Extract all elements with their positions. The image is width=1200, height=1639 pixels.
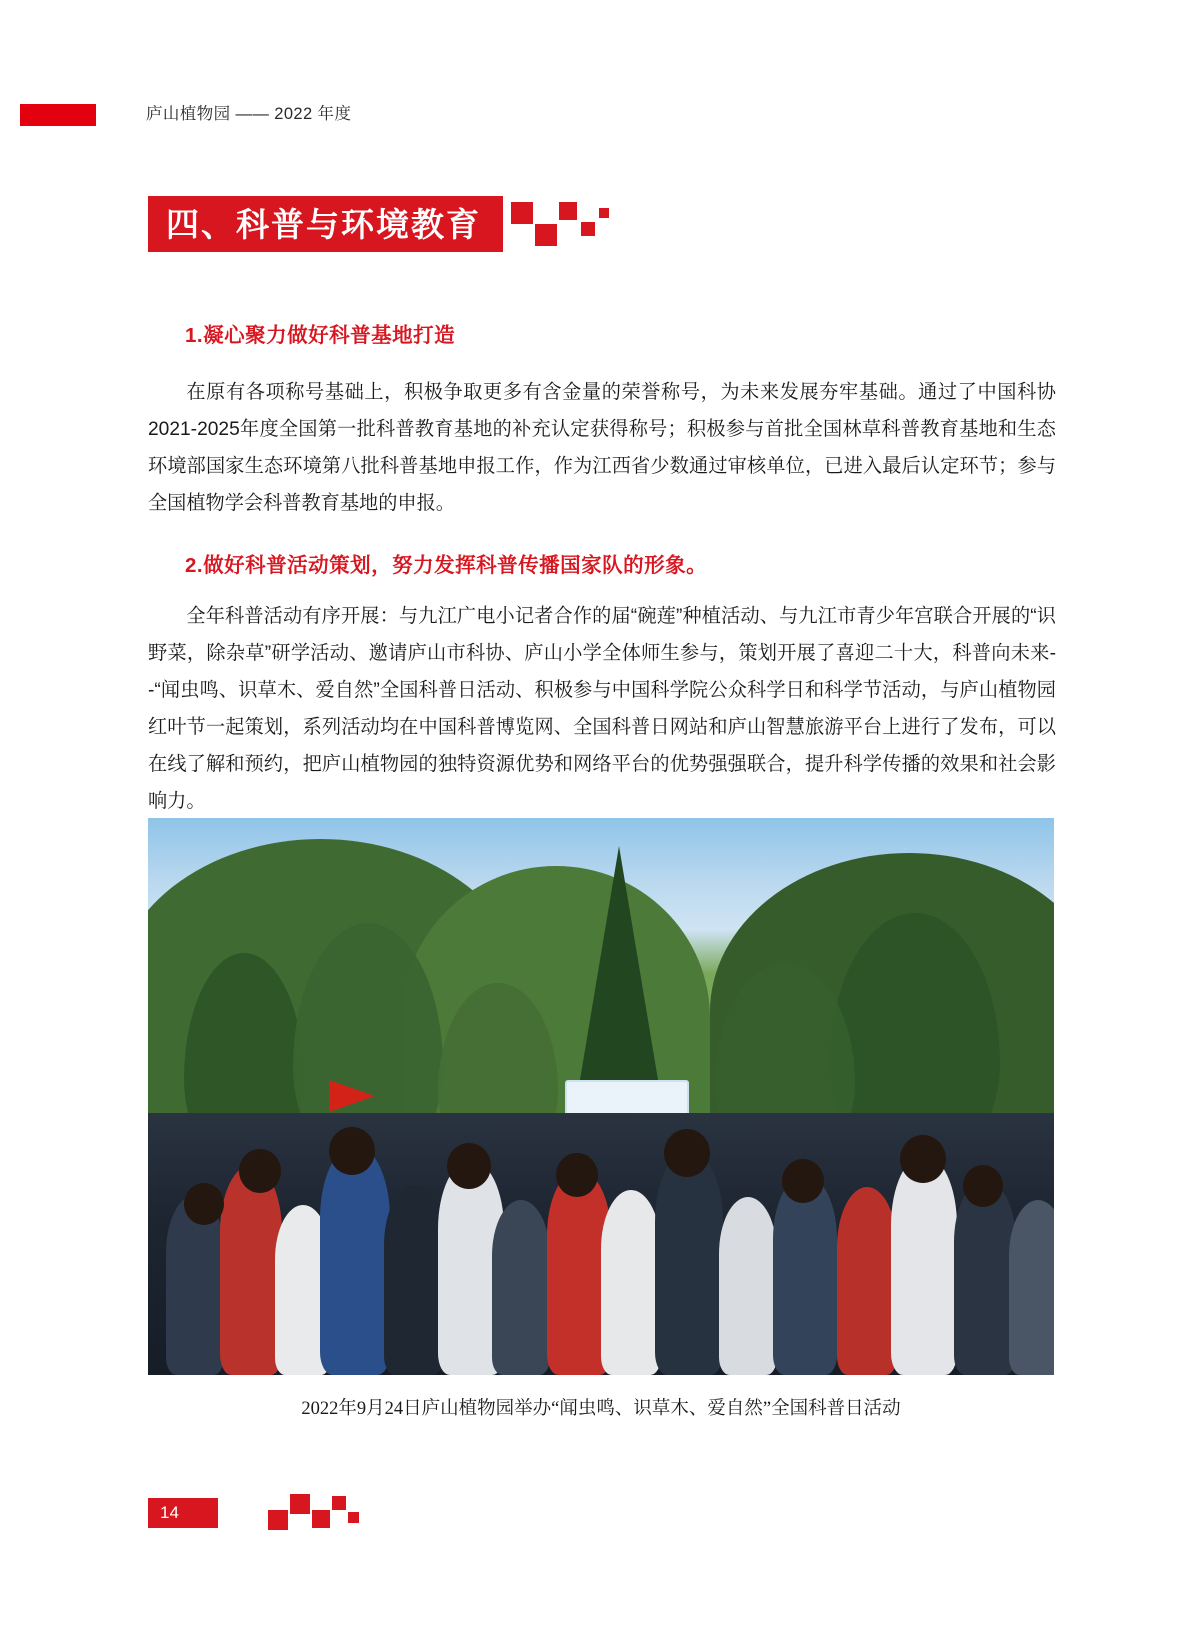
- section-title-banner: [148, 196, 623, 252]
- page-header: [0, 100, 1200, 130]
- photo-background: [148, 818, 1054, 1375]
- footer-decoration-squares: [268, 1494, 378, 1532]
- subheading-1: 1.凝心聚力做好科普基地打造: [185, 324, 456, 347]
- paragraph-1: 在原有各项称号基础上，积极争取更多有含金量的荣誉称号，为未来发展夯牢基础。通过了中国科协2021-2025年度全国第一批科普教育基地的补充认定获得称号；积极参与首批全国林草科普教育基地和生态环境部国家生态环境第八批科普基地申报工作，作为江西省少数通过审核单位，已进入最后认定环节；参与全国植物学会科普教育基地的申报。: [148, 382, 1056, 514]
- figure-caption: 2022年9月24日庐山植物园举办“闻虫鸣、识草木、爱自然”全国科普日活动: [301, 1399, 901, 1419]
- header-title: 庐山植物园 —— 2022 年度: [146, 105, 352, 123]
- red-flag: [329, 1080, 375, 1112]
- paragraph-2: 全年科普活动有序开展：与九江广电小记者合作的届“碗莲”种植活动、与九江市青少年宫联合开展的“识野菜，除杂草”研学活动、邀请庐山市科协、庐山小学全体师生参与，策划开展了喜迎二十大，科普向未来--“闻虫鸣、识草木、爱自然”全国科普日活动、积极参与中国科学院公众科学日和科学节活动，与庐山植物园红叶节一起策划，系列活动均在中国科普博览网、全国科普日网站和庐山智慧旅游平台上进行了发布，可以在线了解和预约，把庐山植物园的独特资源优势和网络平台的优势强强联合，提升科学传播的效果和社会影响力。: [148, 606, 1056, 812]
- student-crowd: [148, 1113, 1054, 1375]
- section-title: 四、科普与环境教育: [148, 196, 503, 252]
- header-red-bar: [20, 104, 96, 126]
- activity-photo: [148, 818, 1054, 1375]
- page-number: 14: [160, 1503, 179, 1522]
- subheading-2: 2.做好科普活动策划，努力发挥科普传播国家队的形象。: [185, 554, 708, 577]
- banner-decoration-squares: [503, 196, 623, 252]
- page-number-badge: [148, 1498, 218, 1528]
